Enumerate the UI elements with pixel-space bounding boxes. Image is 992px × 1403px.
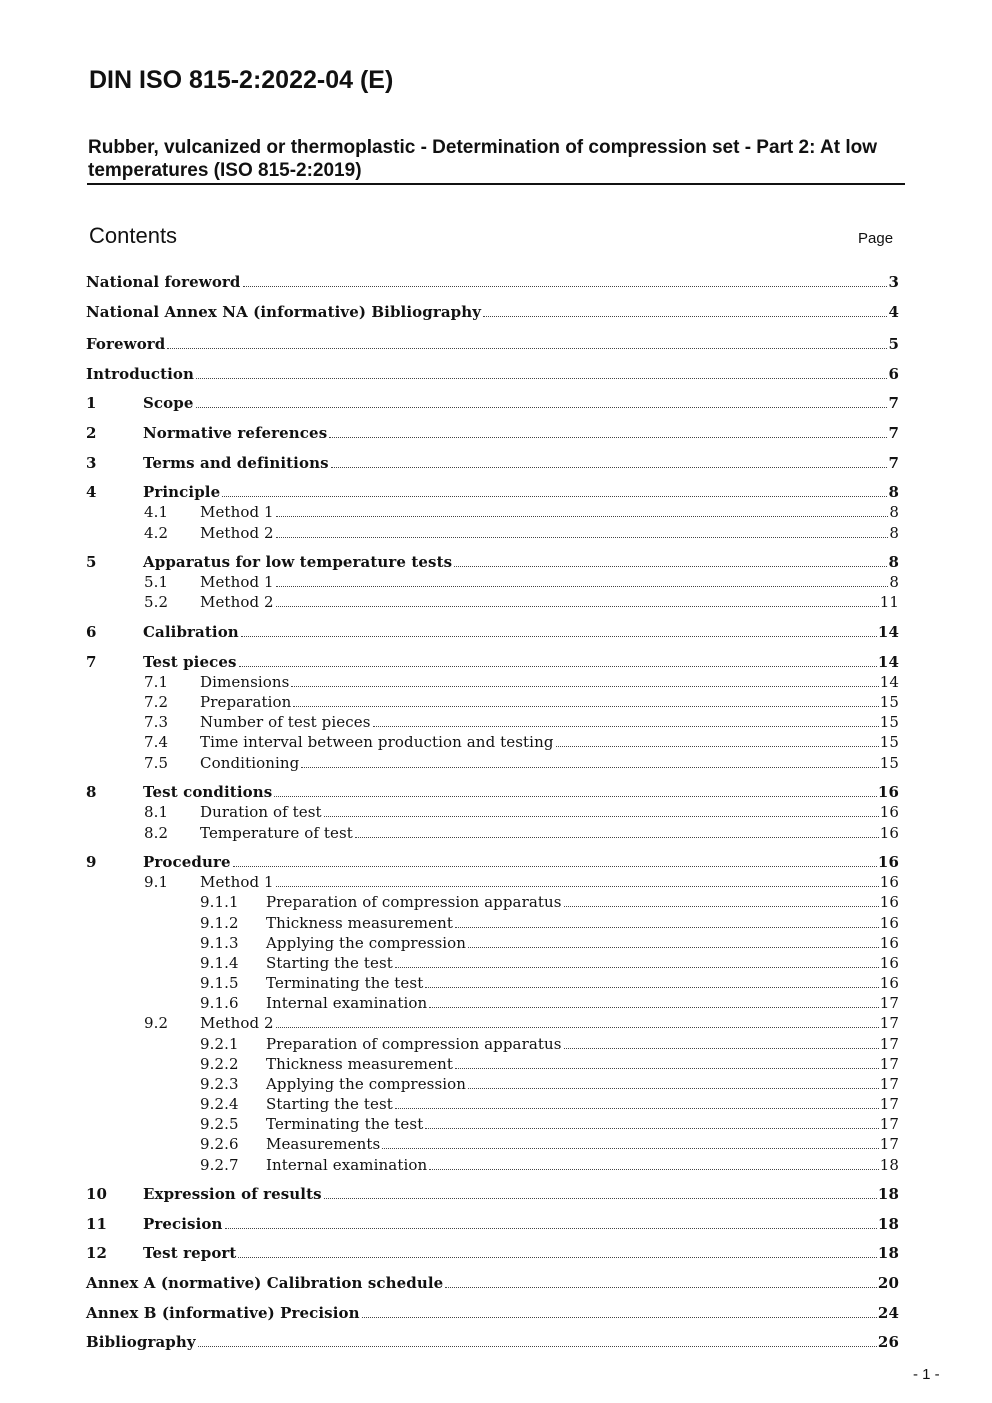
toc-entry[interactable] [0,364,992,384]
toc-entry[interactable] [0,712,992,732]
toc-entry-number: 8.1 [144,803,169,821]
toc-entry-title: Apparatus for low temperature tests [143,553,453,571]
toc-entry-title: Number of test pieces [200,713,371,731]
toc-entry[interactable] [0,1094,992,1114]
toc-entry-page: 15 [879,733,899,751]
toc-entry-number: 9.2.1 [200,1035,239,1053]
toc-entry[interactable] [0,272,992,292]
toc-entry-line [266,953,899,973]
toc-entry-page: 8 [888,553,899,571]
toc-entry-line [143,453,899,473]
toc-entry-title: Duration of test [200,803,322,821]
dot-leader [395,1107,879,1109]
toc-entry-line [200,732,899,752]
dot-leader [425,986,878,988]
toc-entry-number: 5.1 [144,573,169,591]
toc-entry-title: Thickness measurement [266,1055,453,1073]
toc-entry[interactable] [0,753,992,773]
toc-entry[interactable] [0,1034,992,1054]
toc-entry-line [200,572,899,592]
toc-entry[interactable] [0,1114,992,1134]
footer-page-number: - 1 - [913,1366,940,1383]
toc-entry-number: 7.3 [144,713,169,731]
toc-entry[interactable] [0,552,992,572]
toc-entry-page: 8 [889,524,899,542]
toc-entry-number: 9.2.2 [200,1055,239,1073]
toc-entry-page: 16 [879,803,899,821]
dot-leader [362,1316,877,1318]
toc-entry-line [143,552,899,572]
toc-entry-line [200,523,899,543]
toc-entry[interactable] [0,652,992,672]
dot-leader [455,1067,879,1069]
toc-entry[interactable] [0,523,992,543]
toc-entry-number: 9.1 [144,873,169,891]
toc-entry-number: 3 [86,454,97,472]
toc-entry-title: Time interval between production and testing [200,733,554,751]
toc-entry[interactable] [0,1184,992,1204]
dot-leader [276,885,879,887]
dot-leader [241,635,877,637]
toc-entry-title: Expression of results [143,1185,322,1203]
toc-entry-title: Calibration [143,623,239,641]
toc-entry-title: Normative references [143,424,328,442]
toc-entry-title: Introduction [86,365,195,383]
toc-entry-page: 7 [888,454,899,472]
toc-entry-page: 16 [877,853,899,871]
toc-entry-page: 14 [877,623,899,641]
toc-entry[interactable] [0,592,992,612]
toc-entry[interactable] [0,334,992,354]
toc-entry-title: Terminating the test [266,1115,424,1133]
toc-entry[interactable] [0,1054,992,1074]
dot-leader [454,565,887,567]
document-subtitle: Rubber, vulcanized or thermoplastic - Determination of compression set - Part 2: At low temperatures (ISO 815-2:2019) [88,137,877,181]
toc-entry-title: Method 1 [200,503,274,521]
dot-leader [196,406,888,408]
dot-leader [276,585,889,587]
toc-entry-page: 17 [879,1014,899,1032]
toc-entry-page: 4 [888,303,899,321]
toc-entry-line [266,1074,899,1094]
toc-entry-number: 9.2.5 [200,1115,239,1133]
toc-entry[interactable] [0,802,992,822]
toc-entry-number: 4 [86,483,97,501]
toc-entry-page: 15 [879,754,899,772]
toc-entry-line [200,502,899,522]
toc-entry-page: 16 [879,974,899,992]
toc-entry-line [200,802,899,822]
dot-leader [429,1168,878,1170]
toc-entry-page: 16 [879,824,899,842]
toc-entry-line [266,973,899,993]
toc-entry-title: Principle [143,483,221,501]
dot-leader [276,536,889,538]
toc-entry[interactable] [0,572,992,592]
toc-entry-number: 9.1.6 [200,994,239,1012]
dot-leader [239,665,877,667]
toc-entry-number: 9.1.1 [200,893,239,911]
toc-entry-page: 18 [877,1185,899,1203]
toc-entry-title: Method 2 [200,1014,274,1032]
toc-entry-number: 12 [86,1244,108,1262]
toc-entry-line [86,334,899,354]
toc-entry-page: 8 [889,573,899,591]
dot-leader [429,1006,878,1008]
dot-leader [329,436,887,438]
toc-entry-title: Internal examination [266,994,428,1012]
toc-entry-line [86,1303,899,1323]
dot-leader [468,1087,879,1089]
page-column-label: Page [858,230,894,247]
toc-entry-page: 8 [889,503,899,521]
dot-leader [198,1345,877,1347]
toc-entry[interactable] [0,933,992,953]
toc-entry-number: 5 [86,553,97,571]
toc-entry-page: 17 [879,994,899,1012]
toc-entry-page: 5 [888,335,899,353]
toc-entry-line [143,782,899,802]
dot-leader [324,1197,877,1199]
toc-entry-number: 5.2 [144,593,169,611]
toc-entry-number: 9.1.5 [200,974,239,992]
toc-entry-title: Test pieces [143,653,237,671]
toc-entry-line [266,993,899,1013]
toc-entry-number: 7.4 [144,733,169,751]
toc-entry-number: 9.2.7 [200,1156,239,1174]
toc-entry-line [266,933,899,953]
dot-leader [274,795,877,797]
toc-entry-title: Dimensions [200,673,290,691]
toc-entry[interactable] [0,622,992,642]
toc-entry-number: 7 [86,653,97,671]
toc-entry-title: Thickness measurement [266,914,453,932]
toc-entry[interactable] [0,973,992,993]
toc-entry-title: Method 2 [200,524,274,542]
toc-entry-line [143,1184,899,1204]
dot-leader [276,515,889,517]
toc-entry-page: 8 [888,483,899,501]
dot-leader [276,605,879,607]
toc-entry-number: 11 [86,1215,108,1233]
toc-entry-title: Method 1 [200,873,274,891]
toc-entry-page: 17 [879,1035,899,1053]
toc-entry-line [266,892,899,912]
toc-entry[interactable] [0,732,992,752]
toc-entry[interactable] [0,672,992,692]
toc-entry[interactable] [0,1155,992,1175]
toc-entry-line [143,652,899,672]
toc-entry-page: 17 [879,1075,899,1093]
toc-entry-number: 9.2.4 [200,1095,239,1113]
toc-entry-line [266,1155,899,1175]
toc-entry[interactable] [0,782,992,802]
toc-entry-title: Applying the compression [266,934,467,952]
toc-entry-title: Internal examination [266,1156,428,1174]
toc-entry-number: 9.2.6 [200,1135,239,1153]
toc-entry-line [200,712,899,732]
dot-leader [556,745,879,747]
contents-heading: Contents [89,223,178,248]
toc-entry[interactable] [0,423,992,443]
toc-entry-number: 7.5 [144,754,169,772]
dot-leader [233,865,877,867]
toc-entry-title: Procedure [143,853,231,871]
toc-entry-title: Terms and definitions [143,454,329,472]
toc-entry-title: National foreword [86,273,241,291]
dot-leader [355,836,879,838]
toc-entry-number: 6 [86,623,97,641]
dot-leader [222,495,887,497]
dot-leader [382,1147,878,1149]
toc-entry[interactable] [0,1332,992,1352]
dot-leader [301,766,878,768]
toc-entry-number: 2 [86,424,97,442]
toc-entry-line [200,872,899,892]
toc-entry[interactable] [0,482,992,502]
toc-entry-line [266,1114,899,1134]
toc-entry-line [200,823,899,843]
toc-entry-page: 17 [879,1135,899,1153]
toc-entry-line [200,692,899,712]
toc-entry-title: Test conditions [143,783,273,801]
dot-leader [293,705,878,707]
toc-entry-line [266,1134,899,1154]
toc-entry[interactable] [0,1273,992,1293]
toc-entry-page: 16 [879,954,899,972]
toc-entry[interactable] [0,993,992,1013]
toc-entry-title: Starting the test [266,954,393,972]
toc-entry-page: 24 [877,1304,899,1322]
toc-entry[interactable] [0,1214,992,1234]
dot-leader [324,815,879,817]
toc-entry-page: 17 [879,1115,899,1133]
toc-entry-number: 10 [86,1185,108,1203]
dot-leader [291,685,878,687]
toc-entry-title: Scope [143,394,194,412]
toc-entry-number: 9.1.3 [200,934,239,952]
toc-entry-line [86,272,899,292]
toc-entry-number: 8.2 [144,824,169,842]
toc-entry-line [143,482,899,502]
toc-entry[interactable] [0,852,992,872]
toc-entry-number: 9 [86,853,97,871]
toc-entry-page: 16 [877,783,899,801]
toc-entry-title: Bibliography [86,1333,196,1351]
toc-entry-title: Annex A (normative) Calibration schedule [86,1274,444,1292]
toc-entry-page: 6 [888,365,899,383]
toc-entry[interactable] [0,892,992,912]
toc-entry-number: 7.2 [144,693,169,711]
toc-entry-line [143,1214,899,1234]
dot-leader [373,725,879,727]
toc-entry-page: 20 [877,1274,899,1292]
toc-entry-title: Starting the test [266,1095,393,1113]
toc-entry-number: 7.1 [144,673,169,691]
dot-leader [445,1286,877,1288]
toc-entry-title: Precision [143,1215,223,1233]
toc-entry-title: Foreword [86,335,166,353]
dot-leader [395,966,879,968]
toc-entry-line [266,1094,899,1114]
dot-leader [425,1127,878,1129]
toc-entry-page: 3 [888,273,899,291]
toc-entry-page: 17 [879,1055,899,1073]
toc-entry-number: 8 [86,783,97,801]
toc-entry-line [86,1273,899,1293]
toc-entry-line [266,1034,899,1054]
dot-leader [564,1047,879,1049]
toc-entry-line [143,622,899,642]
toc-entry-title: National Annex NA (informative) Bibliography [86,303,482,321]
toc-entry[interactable] [0,692,992,712]
toc-entry-title: Method 1 [200,573,274,591]
toc-entry[interactable] [0,872,992,892]
document-id-title: DIN ISO 815-2:2022-04 (E) [89,66,394,94]
toc-entry-line [266,913,899,933]
toc-entry[interactable] [0,1303,992,1323]
toc-entry-title: Annex B (informative) Precision [86,1304,360,1322]
toc-entry-title: Test report [143,1244,237,1262]
toc-entry-page: 18 [879,1156,899,1174]
toc-entry[interactable] [0,1134,992,1154]
toc-entry-title: Preparation of compression apparatus [266,893,562,911]
toc-entry-page: 16 [879,914,899,932]
toc-entry-page: 15 [879,713,899,731]
toc-entry[interactable] [0,502,992,522]
toc-entry-number: 9.2 [144,1014,169,1032]
toc-entry[interactable] [0,1013,992,1033]
toc-entry-number: 9.1.2 [200,914,239,932]
toc-entry[interactable] [0,393,992,413]
toc-entry-page: 15 [879,693,899,711]
toc-entry-line [266,1054,899,1074]
toc-entry-title: Method 2 [200,593,274,611]
toc-entry[interactable] [0,302,992,322]
toc-entry-number: 9.2.3 [200,1075,239,1093]
toc-entry-page: 17 [879,1095,899,1113]
toc-entry-title: Applying the compression [266,1075,467,1093]
toc-entry[interactable] [0,1243,992,1263]
toc-entry-line [200,1013,899,1033]
toc-entry-line [143,852,899,872]
toc-entry-line [143,1243,899,1263]
toc-entry[interactable] [0,453,992,473]
toc-entry-title: Terminating the test [266,974,424,992]
dot-leader [483,315,887,317]
toc-entry-line [86,1332,899,1352]
toc-entry-line [143,423,899,443]
dot-leader [243,285,888,287]
toc-entry-number: 9.1.4 [200,954,239,972]
toc-entry-line [200,672,899,692]
toc-entry-title: Measurements [266,1135,381,1153]
dot-leader [455,926,879,928]
toc-entry[interactable] [0,1074,992,1094]
dot-leader [331,466,888,468]
toc-entry-page: 14 [877,653,899,671]
toc-entry-title: Conditioning [200,754,300,772]
toc-entry-title: Temperature of test [200,824,353,842]
toc-entry-page: 18 [877,1244,899,1262]
toc-entry[interactable] [0,953,992,973]
toc-entry[interactable] [0,913,992,933]
dot-leader [196,377,887,379]
toc-entry-page: 7 [888,394,899,412]
toc-entry-page: 7 [888,424,899,442]
toc-entry-page: 14 [879,673,899,691]
toc-entry-line [200,753,899,773]
toc-entry-line [143,393,899,413]
toc-entry-number: 4.1 [144,503,169,521]
toc-entry-page: 11 [879,593,899,611]
toc-entry-page: 26 [877,1333,899,1351]
dot-leader [468,946,879,948]
toc-entry-line [86,364,899,384]
dot-leader [225,1227,877,1229]
toc-entry-number: 1 [86,394,97,412]
toc-entry-title: Preparation [200,693,292,711]
dot-leader [238,1256,876,1258]
dot-leader [167,347,887,349]
toc-entry-page: 16 [879,893,899,911]
toc-entry-page: 16 [879,934,899,952]
dot-leader [276,1026,879,1028]
toc-entry-page: 16 [879,873,899,891]
toc-entry[interactable] [0,823,992,843]
toc-entry-line [200,592,899,612]
toc-entry-number: 4.2 [144,524,169,542]
toc-entry-line [86,302,899,322]
toc-entry-title: Preparation of compression apparatus [266,1035,562,1053]
dot-leader [564,905,879,907]
toc-entry-page: 18 [877,1215,899,1233]
